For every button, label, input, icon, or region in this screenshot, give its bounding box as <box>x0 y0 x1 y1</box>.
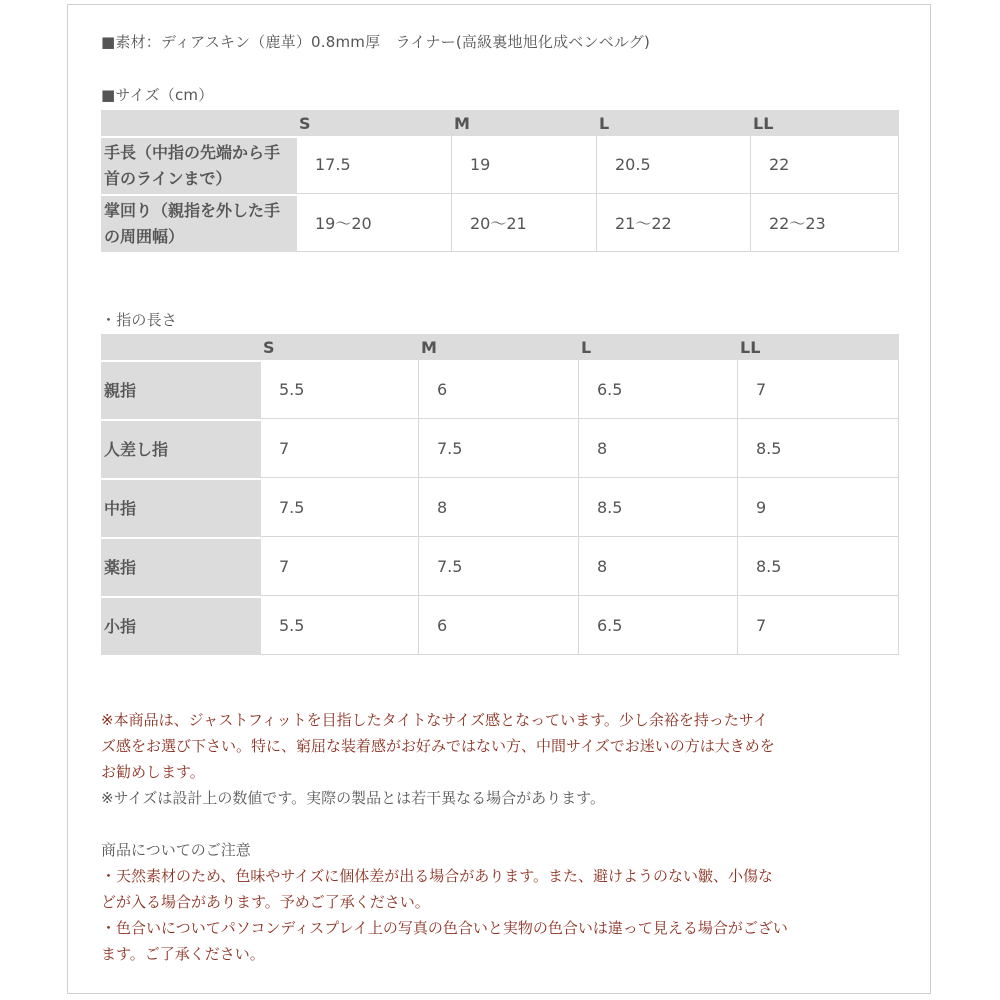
table-cell: 6.5 <box>579 596 738 655</box>
header-corner <box>101 334 261 360</box>
size-title: ■サイズ（cm） <box>101 86 214 104</box>
table-cell: 5.5 <box>261 360 419 419</box>
table-cell: 7.5 <box>261 478 419 537</box>
fit-note <box>101 707 775 785</box>
caution-notes <box>101 863 788 967</box>
table-row <box>101 478 899 537</box>
column-header: LL <box>751 110 899 136</box>
table-row <box>101 136 899 194</box>
column-header: S <box>297 110 452 136</box>
table-row <box>101 194 899 252</box>
row-header: 薬指 <box>101 537 261 596</box>
table-cell: 6 <box>419 596 579 655</box>
finger-table-header <box>101 334 899 360</box>
table-cell: 5.5 <box>261 596 419 655</box>
table-cell: 8 <box>419 478 579 537</box>
row-header: 人差し指 <box>101 419 261 478</box>
finger-title: ・指の長さ <box>101 311 178 329</box>
row-header <box>101 194 297 252</box>
table-row <box>101 537 899 596</box>
row-header-line: 首のラインまで） <box>104 169 232 188</box>
table-cell: 7 <box>738 596 899 655</box>
size-table-header <box>101 110 899 136</box>
table-cell: 7 <box>261 419 419 478</box>
table-cell: 7.5 <box>419 537 579 596</box>
row-header-line: 掌回り（親指を外した手 <box>104 201 281 220</box>
row-header <box>101 136 297 194</box>
table-cell: 20.5 <box>597 136 751 194</box>
fit-note-line: ※本商品は、ジャストフィットを目指したタイトなサイズ感となっています。少し余裕を持ったサイ <box>101 711 768 729</box>
size-table <box>101 110 899 252</box>
table-row <box>101 360 899 419</box>
column-header: L <box>579 334 738 360</box>
column-header: L <box>597 110 751 136</box>
table-cell: 7.5 <box>419 419 579 478</box>
column-header: S <box>261 334 419 360</box>
table-cell: 22～23 <box>751 194 899 252</box>
table-cell: 7 <box>738 360 899 419</box>
table-cell: 8 <box>579 419 738 478</box>
table-cell: 7 <box>261 537 419 596</box>
table-cell: 8.5 <box>738 537 899 596</box>
header-corner <box>101 110 297 136</box>
column-header: LL <box>738 334 899 360</box>
column-header: M <box>419 334 579 360</box>
caution-line: ・天然素材のため、色味やサイズに個体差が出る場合があります。また、避けようのない皺、小傷な <box>101 867 774 885</box>
table-cell: 22 <box>751 136 899 194</box>
row-header-line: 手長（中指の先端から手 <box>104 143 281 162</box>
table-cell: 6.5 <box>579 360 738 419</box>
table-cell: 6 <box>419 360 579 419</box>
table-row <box>101 596 899 655</box>
row-header: 小指 <box>101 596 261 655</box>
fit-note-line: ズ感をお選び下さい。特に、窮屈な装着感がお好みではない方、中間サイズでお迷いの方は大きめを <box>101 737 775 755</box>
caution-line: ・色合いについてパソコンディスプレイ上の写真の色合いと実物の色合いは違って見える場合がござい <box>101 919 788 937</box>
table-cell: 19 <box>452 136 597 194</box>
table-cell: 20～21 <box>452 194 597 252</box>
table-cell: 21～22 <box>597 194 751 252</box>
table-row <box>101 419 899 478</box>
row-header-line: の周囲幅） <box>104 227 185 246</box>
table-cell: 8.5 <box>738 419 899 478</box>
caution-title: 商品についてのご注意 <box>101 841 251 859</box>
material-line: ■素材：ディアスキン（鹿革）0.8mm厚 ライナー(高級裏地旭化成ベンベルグ) <box>101 33 651 51</box>
table-cell: 8 <box>579 537 738 596</box>
row-header: 中指 <box>101 478 261 537</box>
table-cell: 9 <box>738 478 899 537</box>
table-cell: 17.5 <box>297 136 452 194</box>
size-note: ※サイズは設計上の数値です。実際の製品とは若干異なる場合があります。 <box>101 789 605 807</box>
caution-line: どが入る場合があります。予めご了承ください。 <box>101 893 430 911</box>
column-header: M <box>452 110 597 136</box>
row-header: 親指 <box>101 360 261 419</box>
table-cell: 8.5 <box>579 478 738 537</box>
finger-table <box>101 334 899 655</box>
fit-note-line: お勧めします。 <box>101 763 205 781</box>
table-cell: 19～20 <box>297 194 452 252</box>
caution-line: ます。ご了承ください。 <box>101 945 265 963</box>
